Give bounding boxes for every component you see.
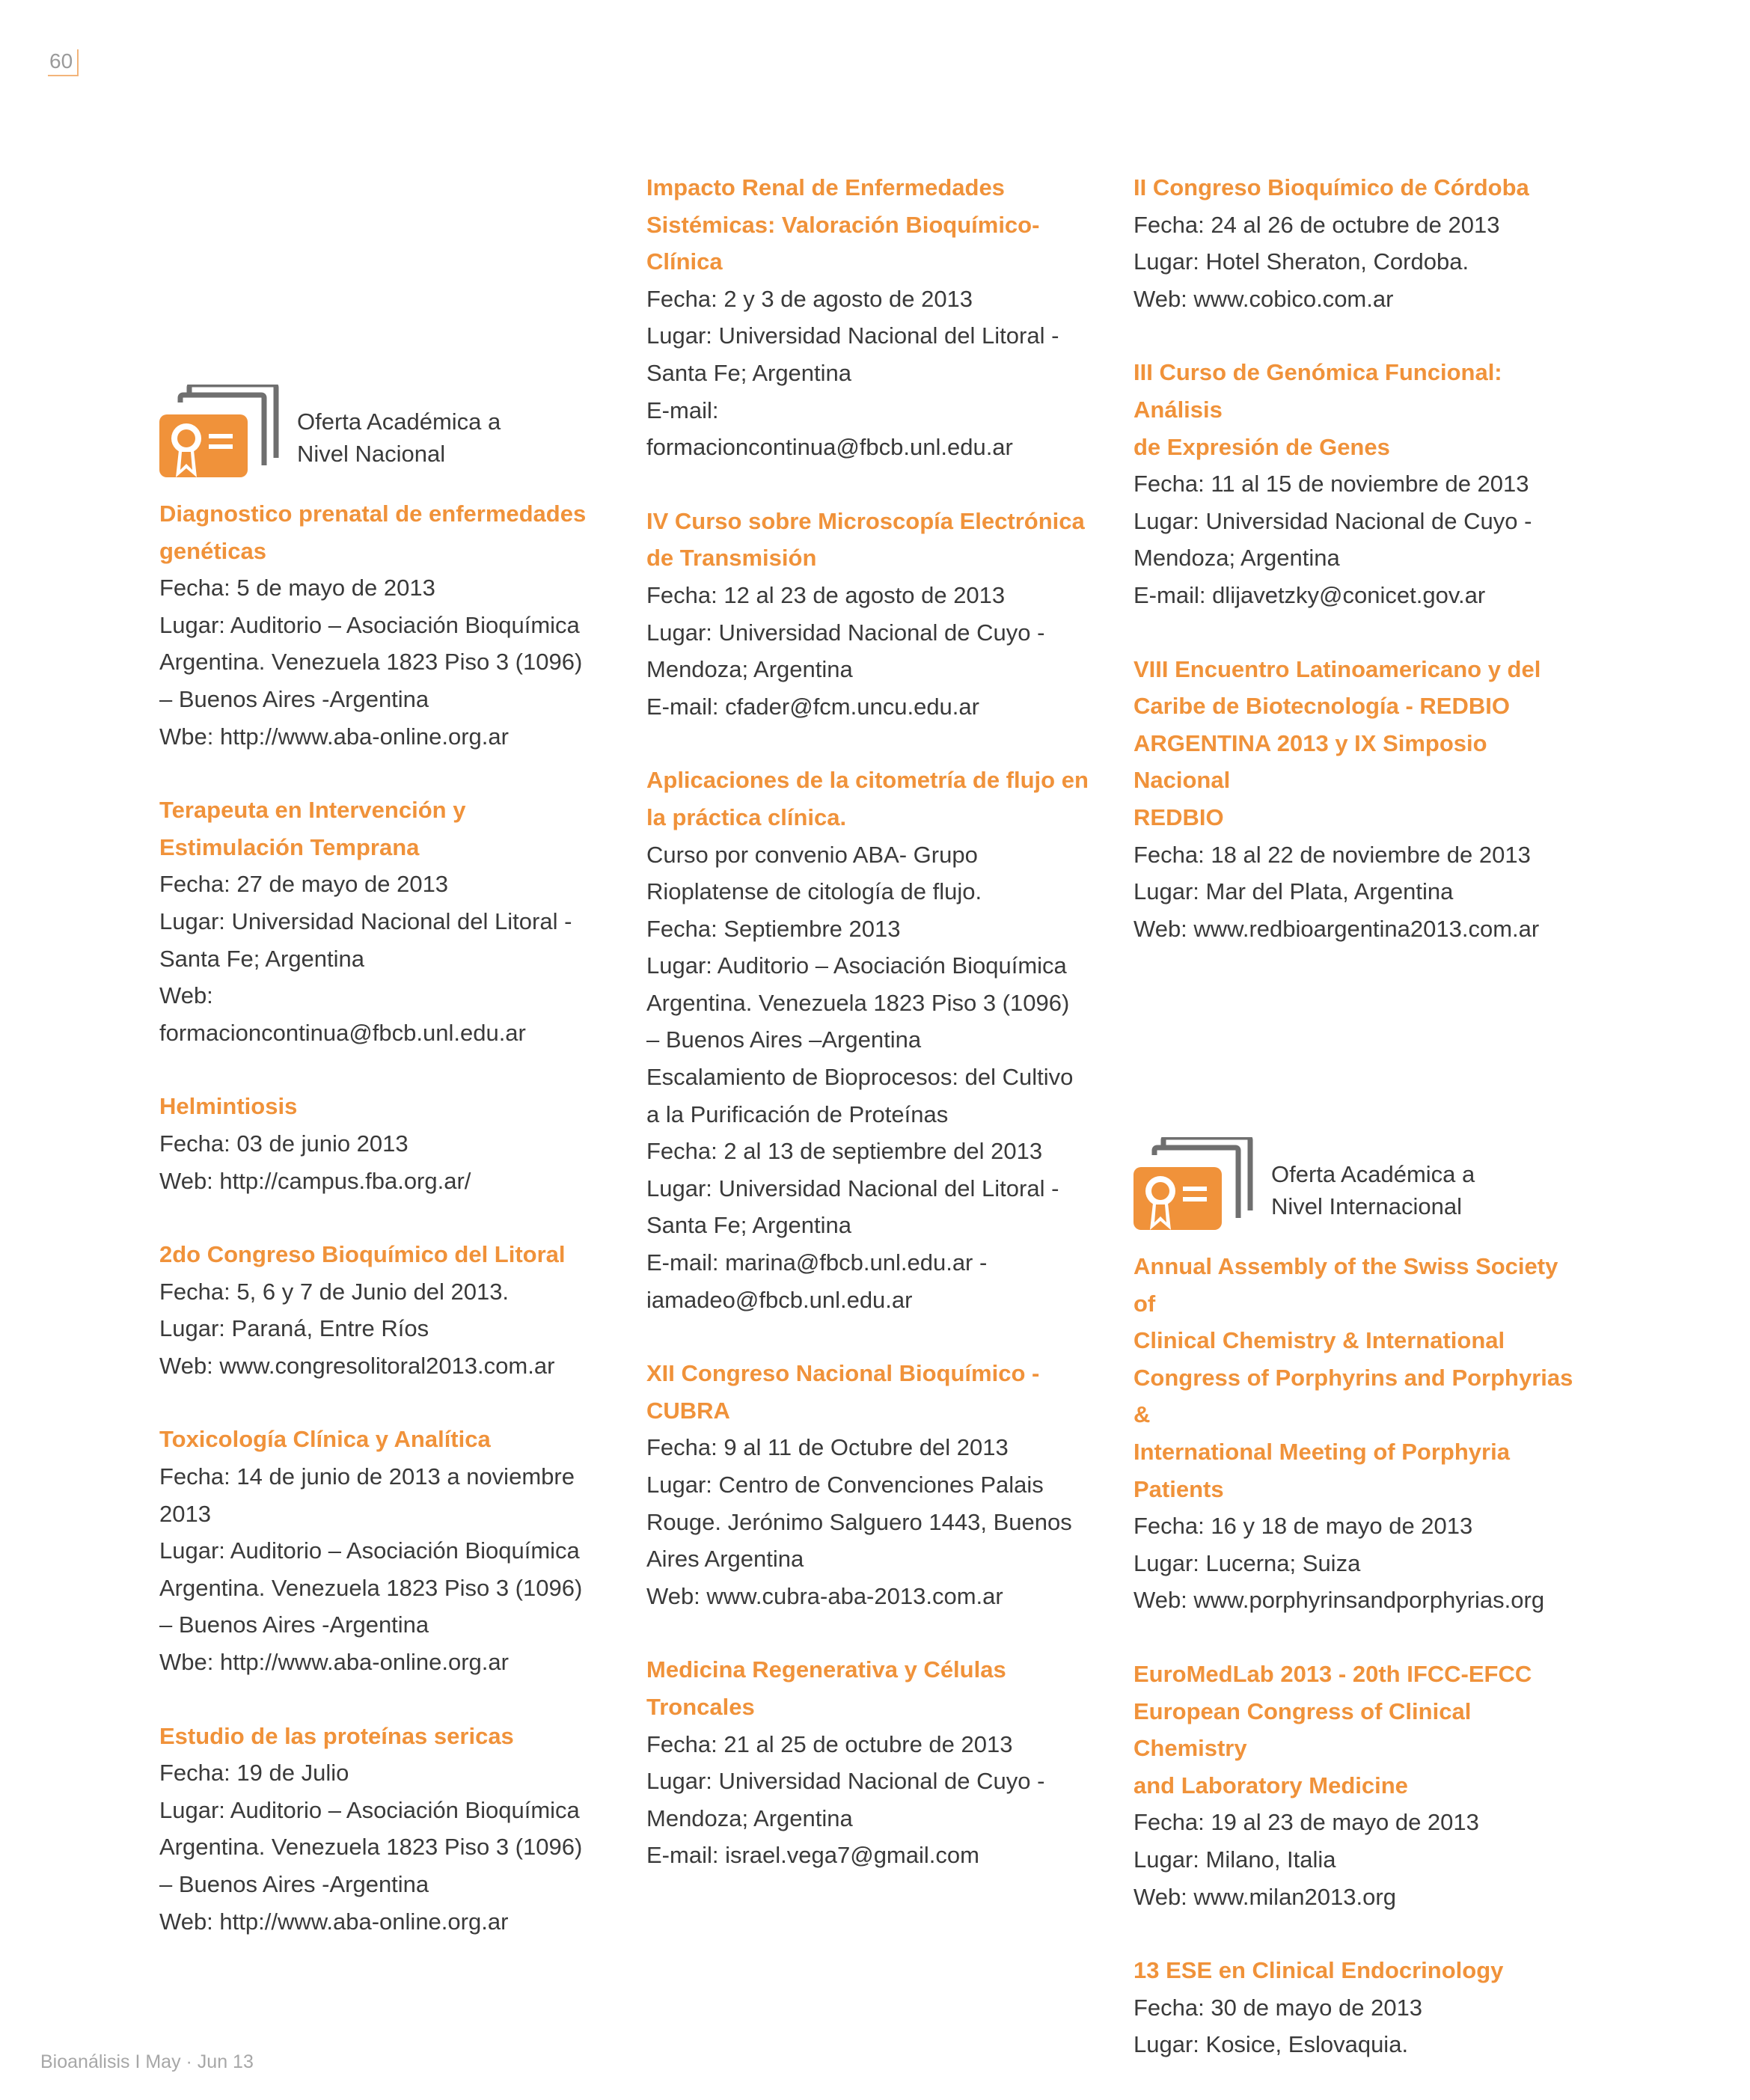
- event-item: [1133, 1952, 1582, 2063]
- event-detail: Web: www.porphyrinsandporphyrias.org: [1133, 1587, 1545, 1614]
- event-title: Aplicaciones de la citometría de flujo en: [646, 767, 1089, 794]
- event-title: Helmintiosis: [159, 1093, 298, 1120]
- event-title: and Laboratory Medicine: [1133, 1772, 1408, 1799]
- event-detail: Lugar: Centro de Convenciones Palais: [646, 1472, 1044, 1498]
- event-detail: E-mail: dlijavetzky@conicet.gov.ar: [1133, 581, 1486, 608]
- event-title: Annual Assembly of the Swiss Society of: [1133, 1253, 1558, 1317]
- event-detail: Lugar: Paraná, Entre Ríos: [159, 1315, 429, 1342]
- event-detail: Fecha: 2 y 3 de agosto de 2013: [646, 285, 973, 312]
- event-detail: formacioncontinua@fbcb.unl.edu.ar: [159, 1019, 526, 1046]
- event-detail: formacioncontinua@fbcb.unl.edu.ar: [646, 434, 1013, 461]
- event-detail: – Buenos Aires -Argentina: [159, 1611, 429, 1638]
- event-detail: Lugar: Auditorio – Asociación Bioquímica: [159, 1537, 580, 1564]
- event-detail: Fecha: 30 de mayo de 2013: [1133, 1994, 1423, 2021]
- event-detail: Lugar: Hotel Sheraton, Cordoba.: [1133, 248, 1469, 275]
- event-title: International Meeting of Porphyria: [1133, 1438, 1510, 1465]
- event-detail: Mendoza; Argentina: [1133, 545, 1340, 572]
- event-detail: Web: www.cobico.com.ar: [1133, 285, 1394, 312]
- event-title: Patients: [1133, 1475, 1224, 1502]
- event-detail: Aires Argentina: [646, 1546, 804, 1573]
- event-title: XII Congreso Nacional Bioquímico -: [646, 1360, 1040, 1387]
- event-detail: Lugar: Universidad Nacional del Litoral -: [159, 907, 572, 934]
- event-detail: Santa Fe; Argentina: [159, 945, 365, 972]
- event-title: VIII Encuentro Latinoamericano y del: [1133, 655, 1541, 682]
- event-detail: – Buenos Aires -Argentina: [159, 1871, 429, 1897]
- section-header-international: [1133, 1137, 1582, 1248]
- footer: Bioanálisis I May · Jun 13: [40, 2051, 254, 2072]
- event-item: [159, 792, 608, 1051]
- event-detail: Lugar: Kosice, Eslovaquia.: [1133, 2031, 1409, 2058]
- event-detail: Fecha: Septiembre 2013: [646, 915, 901, 942]
- event-detail: Escalamiento de Bioprocesos: del Cultivo: [646, 1064, 1074, 1091]
- event-title: la práctica clínica.: [646, 803, 847, 830]
- event-detail: Lugar: Auditorio – Asociación Bioquímica: [159, 611, 580, 638]
- event-detail: – Buenos Aires –Argentina: [646, 1026, 922, 1053]
- section-title-line: Nivel Nacional: [297, 441, 446, 467]
- event-detail: Argentina. Venezuela 1823 Piso 3 (1096): [159, 1574, 583, 1601]
- event-detail: Fecha: 5, 6 y 7 de Junio del 2013.: [159, 1278, 510, 1305]
- event-title: EuroMedLab 2013 - 20th IFCC-EFCC: [1133, 1660, 1532, 1687]
- column-3-international: [1133, 1137, 1582, 2100]
- event-detail: Fecha: 14 de junio de 2013 a noviembre: [159, 1463, 575, 1490]
- certificate-stack-icon: [1133, 1137, 1253, 1234]
- event-detail: Fecha: 2 al 13 de septiembre del 2013: [646, 1138, 1043, 1165]
- section-title-line: Oferta Académica a: [297, 408, 501, 435]
- event-item: [1133, 1656, 1582, 1915]
- event-item: [646, 169, 1095, 466]
- event-detail: Fecha: 24 al 26 de octubre de 2013: [1133, 211, 1500, 238]
- event-detail: E-mail: israel.vega7@gmail.com: [646, 1842, 979, 1869]
- event-title: European Congress of Clinical Chemistry: [1133, 1698, 1472, 1762]
- event-detail: Web: www.redbioargentina2013.com.ar: [1133, 915, 1540, 942]
- event-title: REDBIO: [1133, 803, 1224, 830]
- event-detail: Fecha: 19 al 23 de mayo de 2013: [1133, 1809, 1479, 1836]
- event-detail: Mendoza; Argentina: [646, 656, 853, 683]
- event-title: de Expresión de Genes: [1133, 433, 1390, 460]
- event-detail: Web:: [159, 982, 213, 1009]
- event-detail: Lugar: Lucerna; Suiza: [1133, 1549, 1361, 1576]
- section-title: [1271, 1158, 1555, 1222]
- event-item: [159, 1088, 608, 1199]
- event-detail: Fecha: 16 y 18 de mayo de 2013: [1133, 1513, 1473, 1540]
- event-list: [159, 495, 608, 1940]
- event-detail: Wbe: http://www.aba-online.org.ar: [159, 723, 509, 750]
- page-number: 60: [48, 49, 79, 76]
- event-detail: Fecha: 12 al 23 de agosto de 2013: [646, 581, 1006, 608]
- event-detail: Rioplatense de citología de flujo.: [646, 878, 982, 905]
- event-detail: Curso por convenio ABA- Grupo: [646, 841, 978, 868]
- event-item: [1133, 354, 1582, 613]
- section-header-national: [159, 385, 608, 495]
- event-detail: Fecha: 03 de junio 2013: [159, 1130, 409, 1157]
- event-detail: Lugar: Auditorio – Asociación Bioquímica: [646, 952, 1067, 979]
- event-detail: Fecha: 5 de mayo de 2013: [159, 575, 435, 601]
- column-2: [646, 169, 1095, 1911]
- event-detail: Lugar: Milano, Italia: [1133, 1846, 1336, 1873]
- event-detail: Lugar: Auditorio – Asociación Bioquímica: [159, 1796, 580, 1823]
- event-detail: Lugar: Universidad Nacional del Litoral -: [646, 1175, 1059, 1201]
- event-detail: 2013: [159, 1500, 211, 1527]
- event-title: Sistémicas: Valoración Bioquímico-: [646, 211, 1040, 238]
- event-detail: E-mail:: [646, 397, 719, 423]
- event-item: [1133, 651, 1582, 948]
- event-title: Diagnostico prenatal de enfermedades: [159, 500, 587, 527]
- event-item: [646, 1355, 1095, 1614]
- event-detail: Santa Fe; Argentina: [646, 359, 852, 386]
- event-item: [646, 762, 1095, 1318]
- event-detail: Wbe: http://www.aba-online.org.ar: [159, 1649, 509, 1676]
- event-detail: Lugar: Universidad Nacional del Litoral -: [646, 322, 1059, 349]
- event-title: Clínica: [646, 248, 723, 275]
- event-title: 13 ESE en Clinical Endocrinology: [1133, 1957, 1504, 1984]
- event-item: [646, 503, 1095, 726]
- event-detail: Lugar: Universidad Nacional de Cuyo -: [1133, 507, 1532, 534]
- certificate-stack-icon: [159, 385, 279, 482]
- event-title: Clinical Chemistry & International: [1133, 1327, 1505, 1354]
- event-detail: Web: www.cubra-aba-2013.com.ar: [646, 1582, 1003, 1609]
- event-title: genéticas: [159, 537, 267, 564]
- event-title: ARGENTINA 2013 y IX Simposio Nacional: [1133, 729, 1487, 794]
- event-detail: Argentina. Venezuela 1823 Piso 3 (1096): [159, 649, 583, 676]
- event-detail: E-mail: cfader@fcm.uncu.edu.ar: [646, 693, 979, 720]
- event-detail: Web: http://campus.fba.org.ar/: [159, 1167, 471, 1194]
- event-list: [646, 169, 1095, 1874]
- event-title: Congress of Porphyrins and Porphyrias &: [1133, 1364, 1573, 1428]
- event-title: Estudio de las proteínas sericas: [159, 1722, 514, 1749]
- event-title: II Congreso Bioquímico de Córdoba: [1133, 174, 1529, 200]
- event-detail: Web: http://www.aba-online.org.ar: [159, 1908, 509, 1935]
- event-item: [159, 1421, 608, 1680]
- event-title: III Curso de Genómica Funcional: Análisis: [1133, 359, 1502, 423]
- event-item: [159, 1236, 608, 1384]
- event-detail: Mendoza; Argentina: [646, 1804, 853, 1831]
- section-title-line: Oferta Académica a: [1271, 1161, 1475, 1187]
- event-detail: Lugar: Universidad Nacional de Cuyo -: [646, 619, 1045, 646]
- event-detail: Rouge. Jerónimo Salguero 1443, Buenos: [646, 1508, 1072, 1535]
- event-detail: Santa Fe; Argentina: [646, 1212, 852, 1239]
- event-detail: Web: www.milan2013.org: [1133, 1883, 1396, 1910]
- event-detail: Argentina. Venezuela 1823 Piso 3 (1096): [646, 989, 1070, 1016]
- event-title: de Transmisión: [646, 545, 817, 572]
- event-item: [159, 495, 608, 755]
- event-title: Impacto Renal de Enfermedades: [646, 174, 1005, 200]
- event-item: [159, 1718, 608, 1941]
- event-detail: Fecha: 9 al 11 de Octubre del 2013: [646, 1434, 1009, 1461]
- column-3-national: [1133, 169, 1582, 984]
- event-title: Caribe de Biotecnología - REDBIO: [1133, 693, 1510, 720]
- event-title: CUBRA: [646, 1397, 730, 1424]
- event-detail: Fecha: 19 de Julio: [159, 1760, 349, 1787]
- event-detail: Fecha: 21 al 25 de octubre de 2013: [646, 1730, 1013, 1757]
- event-detail: Fecha: 18 al 22 de noviembre de 2013: [1133, 841, 1531, 868]
- event-title: Terapeuta en Intervención y: [159, 797, 466, 824]
- event-title: Medicina Regenerativa y Células: [646, 1656, 1006, 1683]
- event-list: [1133, 169, 1582, 947]
- event-detail: Lugar: Mar del Plata, Argentina: [1133, 878, 1454, 905]
- event-detail: a la Purificación de Proteínas: [646, 1100, 949, 1127]
- event-detail: Fecha: 27 de mayo de 2013: [159, 871, 449, 898]
- event-list: [1133, 1248, 1582, 2063]
- event-item: [1133, 1248, 1582, 1619]
- event-item: [646, 1651, 1095, 1874]
- event-title: 2do Congreso Bioquímico del Litoral: [159, 1241, 566, 1268]
- event-detail: iamadeo@fbcb.unl.edu.ar: [646, 1286, 913, 1313]
- event-detail: Fecha: 11 al 15 de noviembre de 2013: [1133, 471, 1529, 498]
- event-detail: Argentina. Venezuela 1823 Piso 3 (1096): [159, 1834, 583, 1861]
- event-title: Troncales: [646, 1693, 755, 1720]
- event-detail: – Buenos Aires -Argentina: [159, 685, 429, 712]
- event-title: IV Curso sobre Microscopía Electrónica: [646, 507, 1085, 534]
- event-title: Toxicología Clínica y Analítica: [159, 1426, 491, 1453]
- event-item: [1133, 169, 1582, 317]
- section-title: [297, 405, 581, 470]
- column-1: [159, 385, 608, 1977]
- section-title-line: Nivel Internacional: [1271, 1193, 1463, 1219]
- event-detail: E-mail: marina@fbcb.unl.edu.ar -: [646, 1249, 988, 1276]
- event-detail: Lugar: Universidad Nacional de Cuyo -: [646, 1768, 1045, 1795]
- event-detail: Web: www.congresolitoral2013.com.ar: [159, 1352, 555, 1379]
- event-title: Estimulación Temprana: [159, 833, 420, 860]
